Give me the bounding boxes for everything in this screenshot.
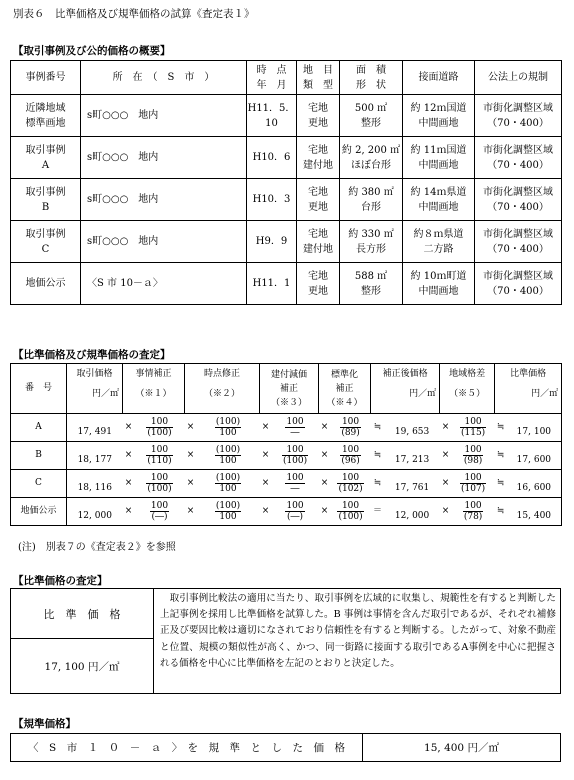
operator: ＝ [371, 498, 385, 526]
case-area: 約 330 ㎡ 長方形 [340, 221, 403, 263]
jiten-fraction: $\frac{(100)}{100}$ [215, 417, 241, 438]
operator: × [440, 414, 452, 442]
comparison-row [11, 498, 562, 526]
tatetsuke-fraction: $\frac{100}{(100)}$ [282, 445, 308, 466]
operator: ≒ [495, 414, 507, 442]
case-regulation: 市街化調整区域 （70・400） [475, 221, 562, 263]
hijun-box [10, 588, 561, 694]
hdr2-no: 番 号 [11, 364, 67, 414]
case-date: H11．5．10 [247, 95, 297, 137]
case-road: 約８ｍ県道 二方路 [403, 221, 475, 263]
comparison-row [11, 414, 562, 442]
hdr-date: 時 点 年 月 [247, 61, 297, 95]
operator: × [185, 498, 197, 526]
operator: × [185, 470, 197, 498]
row-no: A [11, 414, 67, 442]
row-jijo [135, 414, 185, 442]
case-summary-table [10, 60, 562, 305]
case-type: 宅地 建付地 [297, 137, 340, 179]
operator: × [260, 470, 272, 498]
hdr-reg: 公法上の規制 [475, 61, 562, 95]
case-road: 約 14ｍ県道 中間画地 [403, 179, 475, 221]
row-tatetsuke [272, 470, 319, 498]
operator: × [185, 414, 197, 442]
tatetsuke-fraction: $\frac{100}{―}$ [286, 473, 304, 494]
row-hoseigo: 17, 213 [385, 442, 440, 470]
operator: × [440, 470, 452, 498]
hijun-value-cell [11, 639, 154, 693]
operator: × [260, 442, 272, 470]
chiiki-fraction: $\frac{100}{(107)}$ [460, 473, 486, 494]
hyojunka-fraction: $\frac{100}{(102)}$ [338, 473, 363, 494]
operator: ≒ [371, 470, 385, 498]
operator: × [440, 442, 452, 470]
row-tatetsuke [272, 498, 319, 526]
row-chiiki [452, 470, 495, 498]
table1-header [11, 61, 562, 95]
hdr2-chiiki: 地域格差 （※５） [440, 364, 495, 414]
operator: × [260, 498, 272, 526]
row-tatetsuke [272, 414, 319, 442]
chiiki-fraction: $\frac{100}{(115)}$ [460, 417, 486, 438]
hdr2-jiten: 時点修正 （※２） [185, 364, 260, 414]
case-no: 取引事例 B [11, 179, 81, 221]
case-type: 宅地 更地 [297, 179, 340, 221]
case-row [11, 137, 562, 179]
case-row [11, 221, 562, 263]
row-jiten [197, 414, 260, 442]
row-jiten [197, 442, 260, 470]
jiten-fraction: $\frac{(100)}{100}$ [215, 473, 241, 494]
row-jiten [197, 498, 260, 526]
jiten-fraction: $\frac{(100)}{100}$ [215, 501, 241, 522]
case-type: 宅地 更地 [297, 95, 340, 137]
tatetsuke-fraction: $\frac{100}{―}$ [286, 417, 304, 438]
hdr-no: 事例番号 [11, 61, 81, 95]
jijo-fraction: $\frac{100}{(100)}$ [147, 473, 172, 494]
hijun-label-cell [11, 589, 154, 639]
case-no: 取引事例 C [11, 221, 81, 263]
comparison-row [11, 442, 562, 470]
case-date: H9．9 [247, 221, 297, 263]
case-regulation: 市街化調整区域 （70・400） [475, 179, 562, 221]
operator: × [319, 414, 331, 442]
case-location: s町○○○ 地内 [81, 137, 247, 179]
hijun-value: 17, 100 円／㎡ [44, 660, 120, 673]
operator: × [260, 414, 272, 442]
row-jijo [135, 442, 185, 470]
chiiki-fraction: $\frac{100}{(98)}$ [463, 445, 483, 466]
hdr-road: 接面道路 [403, 61, 475, 95]
price-comparison-table [10, 363, 562, 526]
hyojunka-fraction: $\frac{100}{(100)}$ [338, 501, 363, 522]
section1-heading: 【取引事例及び公的価格の概要】 [13, 45, 171, 57]
tatetsuke-fraction: $\frac{100}{(―)}$ [286, 501, 304, 522]
kijun-label-cell [11, 734, 363, 761]
case-area: 500 ㎡ 整形 [340, 95, 403, 137]
hdr2-jijo: 事情補正 （※１） [123, 364, 185, 414]
case-road: 約 10ｍ町道 中間画地 [403, 263, 475, 305]
row-chiiki [452, 442, 495, 470]
case-road: 約 11ｍ国道 中間画地 [403, 137, 475, 179]
case-road: 約 12ｍ国道 中間画地 [403, 95, 475, 137]
jiten-fraction: $\frac{(100)}{100}$ [215, 445, 241, 466]
operator: × [319, 498, 331, 526]
row-jijo [135, 470, 185, 498]
case-area: 約 2, 200 ㎡ ほぼ台形 [340, 137, 403, 179]
row-tatetsuke [272, 442, 319, 470]
case-row [11, 263, 562, 305]
row-hijun: 15, 400 [507, 498, 562, 526]
row-hijun: 17, 600 [507, 442, 562, 470]
hdr2-hijun: 比準価格 円／㎡ [495, 364, 562, 414]
hijun-label: 比 準 価 格 [43, 607, 121, 621]
hdr-area: 面 積 形 状 [340, 61, 403, 95]
operator: × [440, 498, 452, 526]
table2-note: (注) 別表７の《査定表２》を参照 [18, 542, 176, 553]
row-chiiki [452, 414, 495, 442]
case-location: 〈S 市 10－ａ〉 [81, 263, 247, 305]
row-hoseigo: 19, 653 [385, 414, 440, 442]
operator: ≒ [371, 442, 385, 470]
hdr-loc: 所 在 （ S 市 ） [81, 61, 247, 95]
hyojunka-fraction: $\frac{100}{(96)}$ [341, 445, 360, 466]
row-hyojunka [331, 498, 371, 526]
row-hijun: 16, 600 [507, 470, 562, 498]
row-jijo [135, 498, 185, 526]
case-location: s町○○○ 地内 [81, 95, 247, 137]
case-date: H10．3 [247, 179, 297, 221]
row-hoseigo: 12, 000 [385, 498, 440, 526]
operator: ≒ [495, 442, 507, 470]
row-jiten [197, 470, 260, 498]
case-type: 宅地 更地 [297, 263, 340, 305]
section3-heading: 【比準価格の査定】 [13, 575, 108, 587]
row-hyojunka [331, 442, 371, 470]
row-price: 17, 491 [67, 414, 123, 442]
section4-heading: 【規準価格】 [13, 718, 76, 730]
operator: × [319, 470, 331, 498]
case-location: s町○○○ 地内 [81, 179, 247, 221]
operator: × [123, 414, 135, 442]
case-area: 588 ㎡ 整形 [340, 263, 403, 305]
row-hyojunka [331, 414, 371, 442]
row-hyojunka [331, 470, 371, 498]
case-regulation: 市街化調整区域 （70・400） [475, 95, 562, 137]
row-price: 18, 177 [67, 442, 123, 470]
kijun-box [10, 733, 561, 762]
row-price: 18, 116 [67, 470, 123, 498]
row-hijun: 17, 100 [507, 414, 562, 442]
hdr2-hyojunka: 標準化 補正 （※４） [319, 364, 371, 414]
page-title: 別表６ 比準価格及び規準価格の試算《査定表１》 [13, 8, 255, 20]
operator: × [123, 498, 135, 526]
row-no: B [11, 442, 67, 470]
case-area: 約 380 ㎡ 台形 [340, 179, 403, 221]
kijun-value-cell [363, 734, 560, 761]
case-regulation: 市街化調整区域 （70・400） [475, 137, 562, 179]
hdr2-price: 取引価格 円／㎡ [67, 364, 123, 414]
row-price: 12, 000 [67, 498, 123, 526]
kijun-value: 15, 400 円／㎡ [424, 742, 499, 754]
operator: × [123, 470, 135, 498]
hyojunka-fraction: $\frac{100}{(89)}$ [341, 417, 360, 438]
jijo-fraction: $\frac{100}{(110)}$ [147, 445, 172, 466]
section2-heading: 【比準価格及び規準価格の査定】 [13, 349, 171, 361]
case-type: 宅地 建付地 [297, 221, 340, 263]
row-no: 地価公示 [11, 498, 67, 526]
case-row [11, 179, 562, 221]
chiiki-fraction: $\frac{100}{(78)}$ [463, 501, 483, 522]
jijo-fraction: $\frac{100}{(100)}$ [147, 417, 172, 438]
case-date: H10．6 [247, 137, 297, 179]
row-chiiki [452, 498, 495, 526]
case-location: s町○○○ 地内 [81, 221, 247, 263]
row-hoseigo: 17, 761 [385, 470, 440, 498]
operator: ≒ [495, 470, 507, 498]
case-no: 地価公示 [11, 263, 81, 305]
case-date: H11．1 [247, 263, 297, 305]
operator: × [319, 442, 331, 470]
case-no: 近隣地域 標準画地 [11, 95, 81, 137]
operator: × [185, 442, 197, 470]
hijun-explanation: 取引事例比較法の適用に当たり、取引事例を広域的に収集し、規範性を有すると判断した上記事例を採用し比準価格を試算した。B 事例は事情を含んだ取引であるが、それぞれ補修正及び要因比較は適切になされており信頼性を有すると判断する。したがって、対象不動産と位置、規模の類似性が高く、かつ、同一街路に接面する取引であるA事例を中心に把握される価格を中心に比準価格を左記のとおりと決定した。 [160, 593, 556, 669]
operator: × [123, 442, 135, 470]
kijun-label: 〈 S 市 １ ０ － ａ 〉 を 規 準 と し た 価 格 [28, 742, 345, 754]
case-regulation: 市街化調整区域 （70・400） [475, 263, 562, 305]
hdr2-hoseigo: 補正後価格 円／㎡ [371, 364, 440, 414]
comparison-row [11, 470, 562, 498]
case-row [11, 95, 562, 137]
hdr2-tatetsuke: 建付減価 補正 （※３） [260, 364, 319, 414]
table2-header [11, 364, 562, 414]
operator: ≒ [495, 498, 507, 526]
case-no: 取引事例 A [11, 137, 81, 179]
jijo-fraction: $\frac{100}{(―)}$ [150, 501, 169, 522]
hdr-type: 地 目 類 型 [297, 61, 340, 95]
operator: ≒ [371, 414, 385, 442]
row-no: C [11, 470, 67, 498]
